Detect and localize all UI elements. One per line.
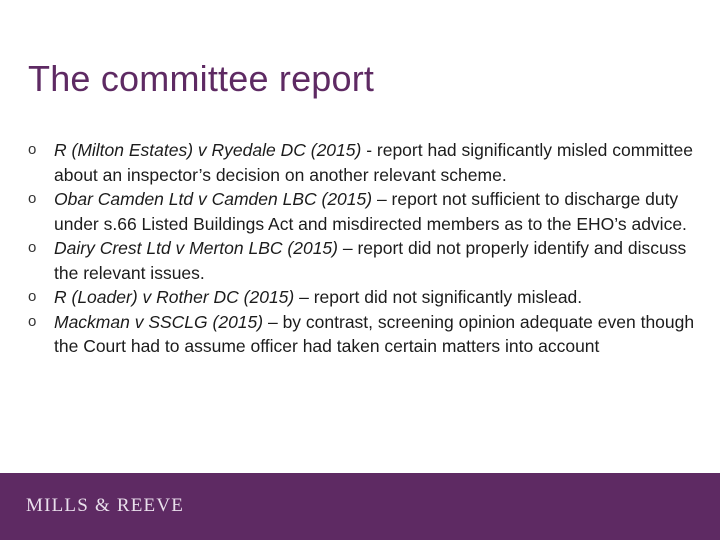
list-item [28, 285, 708, 310]
case-name: Obar Camden Ltd v Camden LBC (2015) [54, 189, 373, 209]
bullet-marker: o [28, 312, 37, 330]
bullet-marker: o [28, 288, 37, 305]
list-item [28, 138, 708, 187]
slide-title: The committee report [28, 58, 375, 99]
case-summary: – by contrast, screening opinion adequate even though the Court had to assume officer had taken certain matters into account [54, 311, 695, 356]
footer-band [0, 473, 720, 540]
case-list [28, 138, 708, 359]
brand-logo: MILLS & REEVE [26, 495, 185, 516]
case-name: R (Milton Estates) v Ryedale DC (2015) [54, 140, 362, 160]
case-summary: – report did not properly identify and discuss the relevant issues. [54, 238, 687, 283]
case-name: Mackman v SSCLG (2015) [54, 311, 264, 332]
bullet-marker: o [28, 190, 37, 207]
case-summary: – report not sufficient to discharge duty under s.66 Listed Buildings Act and misdirected members as to the EHO’s advice. [54, 189, 687, 234]
list-item [28, 310, 708, 359]
case-name: R (Loader) v Rother DC (2015) [54, 287, 295, 307]
case-summary: - report had significantly misled committee about an inspector’s decision on another relevant scheme. [54, 140, 693, 185]
bullet-marker: o [28, 239, 37, 256]
case-name: Dairy Crest Ltd v Merton LBC (2015) [54, 238, 338, 258]
list-item [28, 236, 708, 285]
bullet-marker: o [28, 141, 37, 158]
list-item [28, 187, 708, 236]
case-summary: – report did not significantly mislead. [294, 287, 583, 307]
